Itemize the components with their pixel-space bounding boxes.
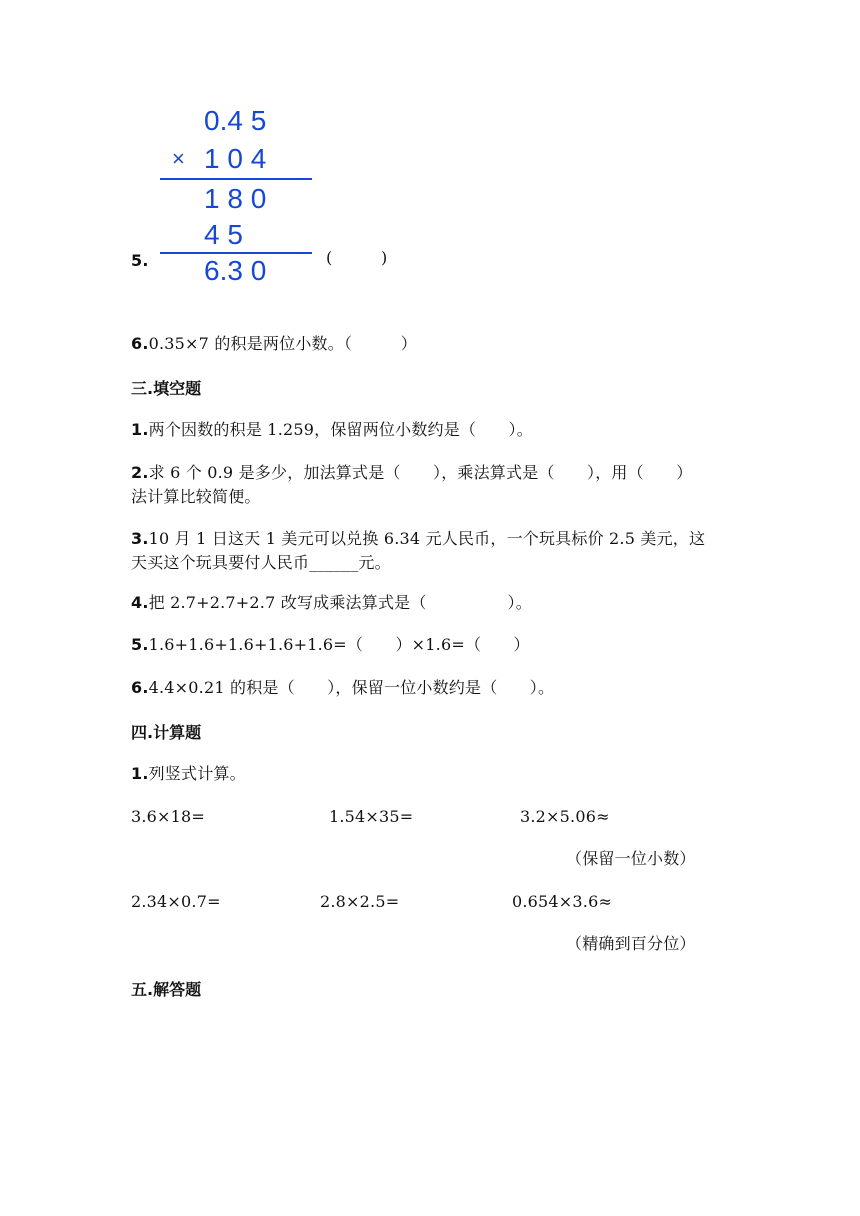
question-5-answer-paren: ( ): [326, 248, 388, 267]
calc-expr-5: 2.8×2.5=: [320, 892, 400, 911]
rule-line-2: [160, 252, 312, 254]
partial-product-2: 4 5: [204, 219, 243, 250]
rule-line-1: [160, 178, 312, 180]
fill-item-6-text: 4.4×0.21 的积是（ ），保留一位小数约是（ ）。: [148, 678, 555, 697]
fill-item-2-line1: 求 6 个 0.9 是多少，加法算式是（ ），乘法算式是（ ），用（ ）: [148, 463, 693, 482]
partial-product-1: 1 8 0: [204, 183, 267, 214]
section-5-title: 五.解答题: [131, 980, 202, 999]
fill-item-3-line1: 10 月 1 日这天 1 美元可以兑换 6.34 元人民币，一个玩具标价 2.5 美元，这: [148, 529, 706, 548]
fill-item-2-number: 2.: [131, 463, 149, 482]
calc-expr-1: 3.6×18=: [131, 807, 206, 826]
fill-item-6-number: 6.: [131, 678, 149, 697]
fill-item-5-text: 1.6+1.6+1.6+1.6+1.6=（ ）×1.6=（ ）: [148, 635, 530, 654]
calc-question-1-text: 列竖式计算。: [148, 764, 246, 783]
fill-item-2: [131, 462, 692, 484]
fill-item-5: [131, 634, 530, 656]
fill-item-1: [131, 419, 533, 441]
multiply-sign: ×: [172, 146, 185, 171]
question-5-number: 5.: [131, 251, 149, 270]
fill-item-1-number: 1.: [131, 420, 149, 439]
multiplier: 1 0 4: [204, 143, 267, 174]
fill-item-5-number: 5.: [131, 635, 149, 654]
section-3-title: 三.填空题: [131, 379, 202, 398]
calc-expr-2: 1.54×35=: [329, 807, 414, 826]
calc-expr-3: 3.2×5.06≈: [520, 807, 610, 826]
multiplicand: 0.4 5: [204, 105, 267, 136]
calc-note-2: （精确到百分位）: [566, 934, 696, 953]
section-4-title: 四.计算题: [131, 723, 202, 742]
calc-expr-4: 2.34×0.7=: [131, 892, 221, 911]
fill-item-4-text: 把 2.7+2.7+2.7 改写成乘法算式是（ ）。: [148, 593, 532, 612]
fill-item-4: [131, 592, 532, 614]
fill-item-3: [131, 528, 705, 550]
fill-item-1-text: 两个因数的积是 1.259，保留两位小数约是（ ）。: [148, 420, 533, 439]
fill-item-6: [131, 677, 554, 699]
calc-question-1: [131, 763, 246, 785]
calc-question-1-number: 1.: [131, 764, 149, 783]
vertical-multiplication-figure: [160, 100, 320, 300]
question-6-text: 0.35×7 的积是两位小数。（ ）: [148, 334, 417, 353]
calc-expr-6: 0.654×3.6≈: [512, 892, 613, 911]
question-6-number: 6.: [131, 334, 149, 353]
calc-note-1: （保留一位小数）: [566, 849, 696, 868]
fill-item-2-line2: 法计算比较简便。: [131, 487, 261, 506]
fill-item-3-line2: 天买这个玩具要付人民币______元。: [131, 553, 391, 572]
question-6: [131, 333, 417, 355]
product-result: 6.3 0: [204, 255, 267, 286]
fill-item-4-number: 4.: [131, 593, 149, 612]
fill-item-3-number: 3.: [131, 529, 149, 548]
